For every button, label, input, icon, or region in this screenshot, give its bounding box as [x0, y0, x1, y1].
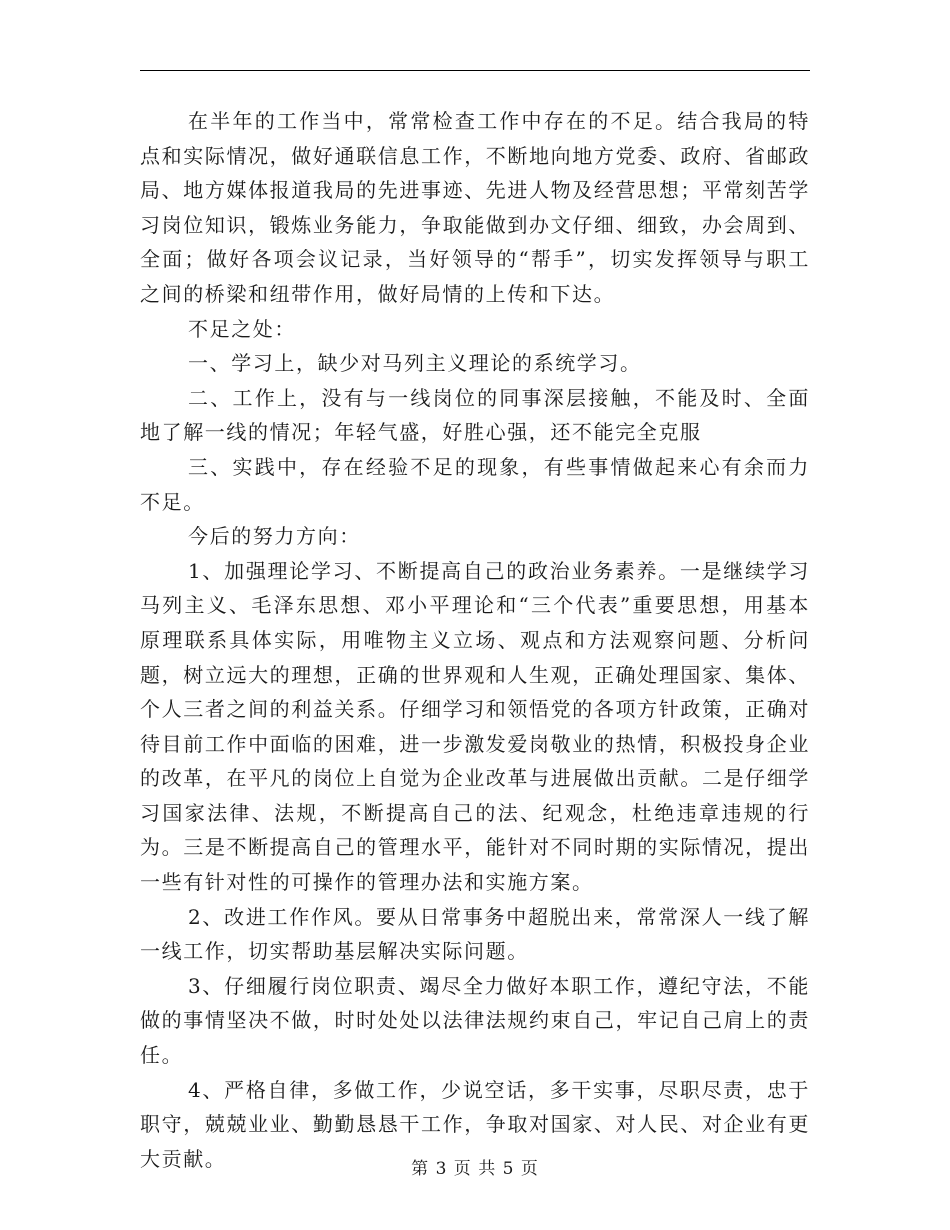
page-number-footer: 第 3 页 共 5 页: [411, 1159, 539, 1179]
paragraph-direction-1: 1、加强理论学习、不断提高自己的政治业务素养。一是继续学习马列主义、毛泽东思想、邓小平理论和“三个代表”重要思想，用基本原理联系具体实际，用唯物主义立场、观点和方法观察问题、分析问题，树立远大的理想，正确的世界观和人生观，正确处理国家、集体、个人三者之间的利益关系。仔细学习和领悟党的各项方针政策，正确对待目前工作中面临的困难，进一步激发爱岗敬业的热情，积极投身企业的改革，在平凡的岗位上自觉为企业改革与进展做出贡献。二是仔细学习国家法律、法规，不断提高自己的法、纪观念，杜绝违章违规的行为。三是不断提高自己的管理水平，能针对不同时期的实际情况，提出一些有针对性的可操作的管理办法和实施方案。: [140, 558, 810, 895]
paragraph-shortcoming-3: 三、实践中，存在经验不足的现象，有些事情做起来心有余而力不足。: [140, 454, 810, 514]
paragraph-shortcoming-2: 二、工作上，没有与一线岗位的同事深层接触，不能及时、全面地了解一线的情况；年轻气盛，好胜心强，还不能完全克服: [140, 385, 810, 445]
paragraph-direction-heading: 今后的努力方向：: [188, 524, 361, 549]
paragraph-direction-4: 4、严格自律，多做工作，少说空话，多干实事，尽职尽责，忠于职守，兢兢业业、勤勤恳恳干工作，争取对国家、对人民、对企业有更大贡献。: [140, 1077, 810, 1171]
paragraph-shortcoming-1: 一、学习上，缺少对马列主义理论的系统学习。: [188, 351, 642, 376]
paragraph-shortcomings-heading: 不足之处：: [188, 316, 296, 341]
paragraph-direction-2: 2、改进工作作风。要从日常事务中超脱出来，常常深人一线了解一线工作，切实帮助基层解决实际问题。: [140, 904, 810, 964]
document-body: [140, 104, 810, 1176]
paragraph-summary: 在半年的工作当中，常常检查工作中存在的不足。结合我局的特点和实际情况，做好通联信息工作，不断地向地方党委、政府、省邮政局、地方媒体报道我局的先进事迹、先进人物及经营思想；平常刻苦学习岗位知识，锻炼业务能力，争取能做到办文仔细、细致，办会周到、全面；做好各项会议记录，当好领导的“帮手”，切实发挥领导与职工之间的桥梁和纽带作用，做好局情的上传和下达。: [140, 109, 810, 306]
header-rule: [140, 70, 810, 71]
paragraph-direction-3: 3、仔细履行岗位职责、竭尽全力做好本职工作，遵纪守法，不能做的事情坚决不做，时时处处以法律法规约束自己，牢记自己肩上的责任。: [140, 973, 810, 1068]
